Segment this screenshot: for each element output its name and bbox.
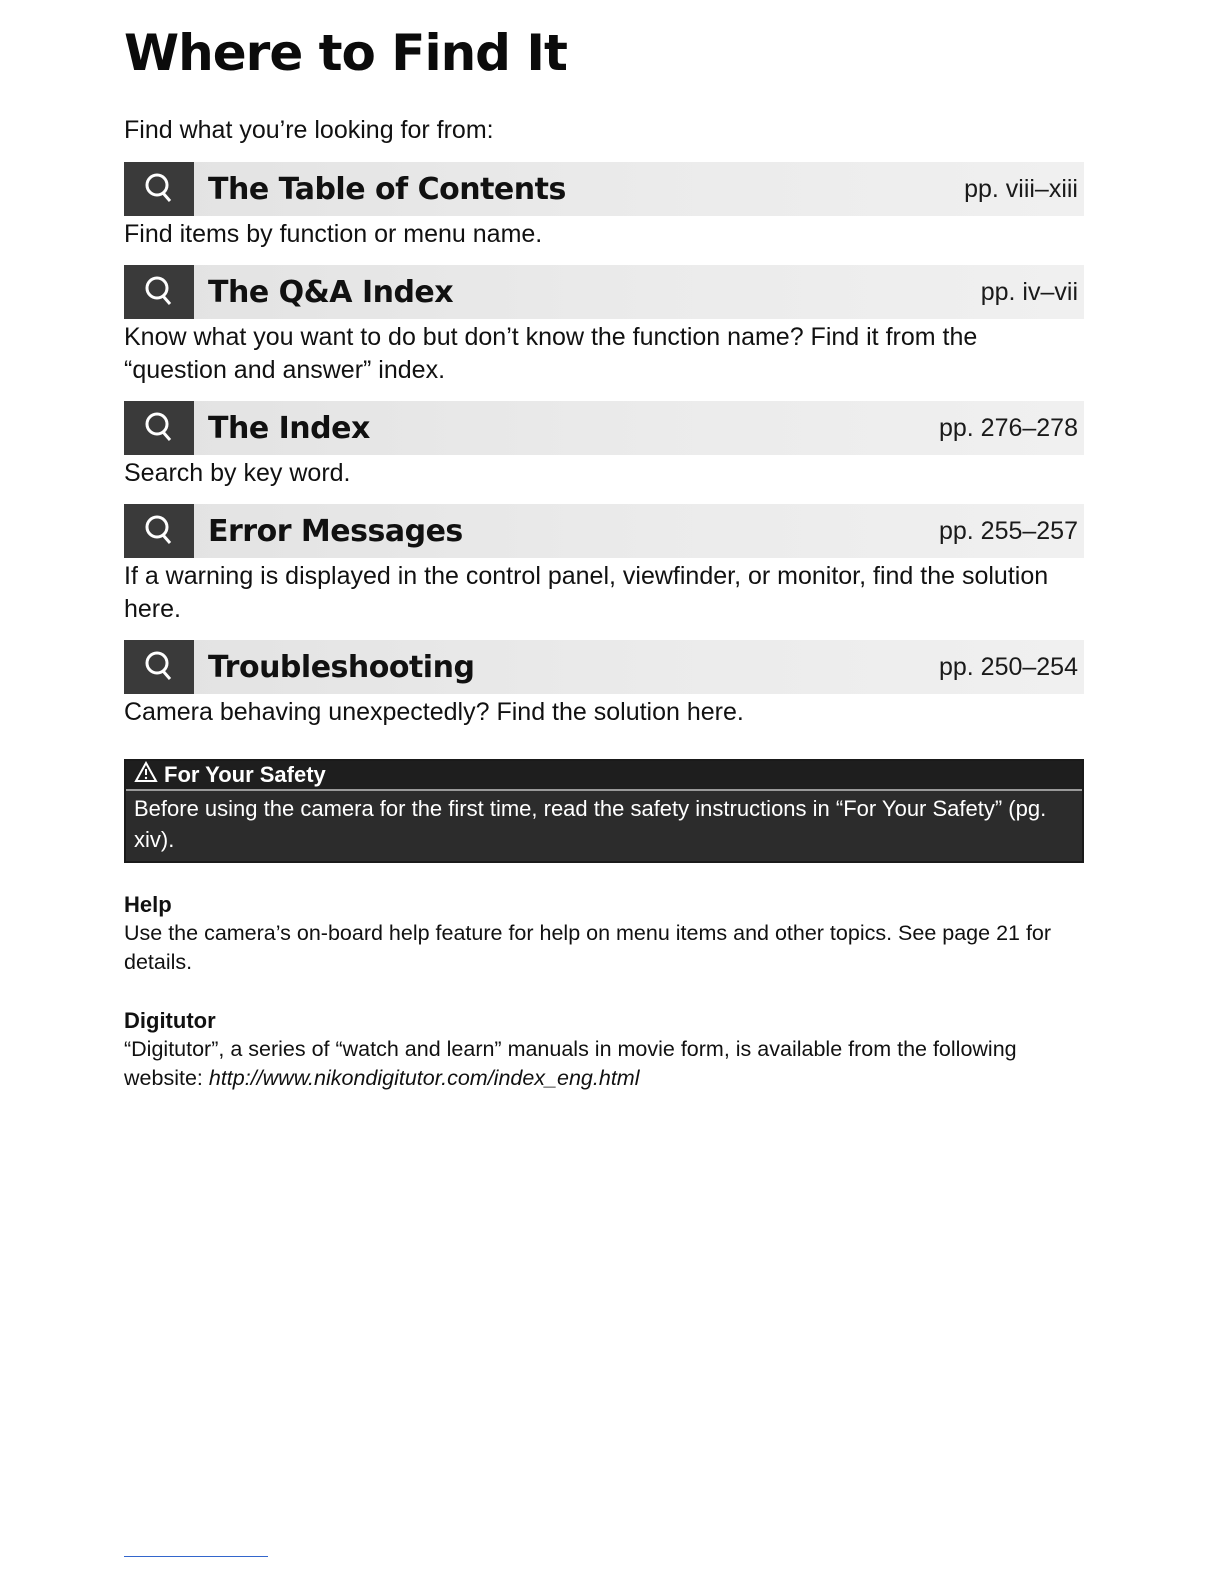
digitutor-url-link[interactable]: http://www.nikondigitutor.com/index_eng.html: [208, 1066, 640, 1090]
section-troubleshooting: [124, 640, 1084, 729]
section-header-bar: [124, 640, 1084, 694]
section-qa-index: [124, 265, 1084, 387]
magnifier-icon: [124, 640, 194, 694]
help-section: [124, 891, 1084, 977]
section-error-messages: [124, 504, 1084, 626]
help-title: Help: [124, 892, 172, 917]
intro-text: Find what you’re looking for from:: [124, 116, 494, 144]
safety-notice-text: Before using the camera for the first time, read the safety instructions in “For Your Safety” (pg. xiv).: [134, 796, 1047, 852]
digitutor-title: Digitutor: [124, 1008, 216, 1033]
safety-notice-box: [124, 759, 1084, 863]
digitutor-description: “Digitutor”, a series of “watch and learn” manuals in movie form, is available from the following website:: [124, 1037, 1017, 1090]
section-header-bar: [124, 265, 1084, 319]
section-title: The Index: [208, 410, 370, 446]
digitutor-section: [124, 1007, 1084, 1093]
section-table-of-contents: [124, 162, 1084, 251]
section-index: [124, 401, 1084, 490]
page-title: Where to Find It: [124, 24, 567, 82]
section-description: If a warning is displayed in the control panel, viewfinder, or monitor, find the solution here.: [124, 562, 1049, 623]
safety-notice-title: For Your Safety: [164, 762, 326, 787]
section-description: Camera behaving unexpectedly? Find the solution here.: [124, 698, 744, 726]
magnifier-icon: [124, 401, 194, 455]
section-pages: pp. 250–254: [938, 652, 1078, 681]
digitutor-text: [124, 1035, 1084, 1093]
section-header-bar: [124, 504, 1084, 558]
section-description: Know what you want to do but don’t know the function name? Find it from the “question and answer” index.: [124, 323, 978, 384]
section-pages: pp. iv–vii: [980, 277, 1078, 306]
footnote-divider: [124, 1556, 268, 1557]
find-sections: [124, 162, 1084, 729]
help-text: Use the camera’s on-board help feature for help on menu items and other topics. See page 21 for details.: [124, 921, 1052, 974]
section-pages: pp. viii–xiii: [964, 174, 1078, 203]
section-title: The Q&A Index: [208, 274, 454, 310]
section-header-bar: [124, 162, 1084, 216]
section-title: Troubleshooting: [208, 649, 475, 685]
section-description: Search by key word.: [124, 459, 351, 487]
section-pages: pp. 255–257: [938, 516, 1078, 545]
magnifier-icon: [124, 504, 194, 558]
section-pages: pp. 276–278: [938, 413, 1078, 442]
warning-triangle-icon: [134, 761, 164, 789]
section-description: Find items by function or menu name.: [124, 220, 543, 248]
magnifier-icon: [124, 265, 194, 319]
section-title: Error Messages: [208, 513, 463, 549]
safety-notice-header: [126, 761, 1082, 791]
section-header-bar: [124, 401, 1084, 455]
magnifier-icon: [124, 162, 194, 216]
document-page: [124, 22, 1084, 1093]
section-title: The Table of Contents: [208, 171, 566, 207]
